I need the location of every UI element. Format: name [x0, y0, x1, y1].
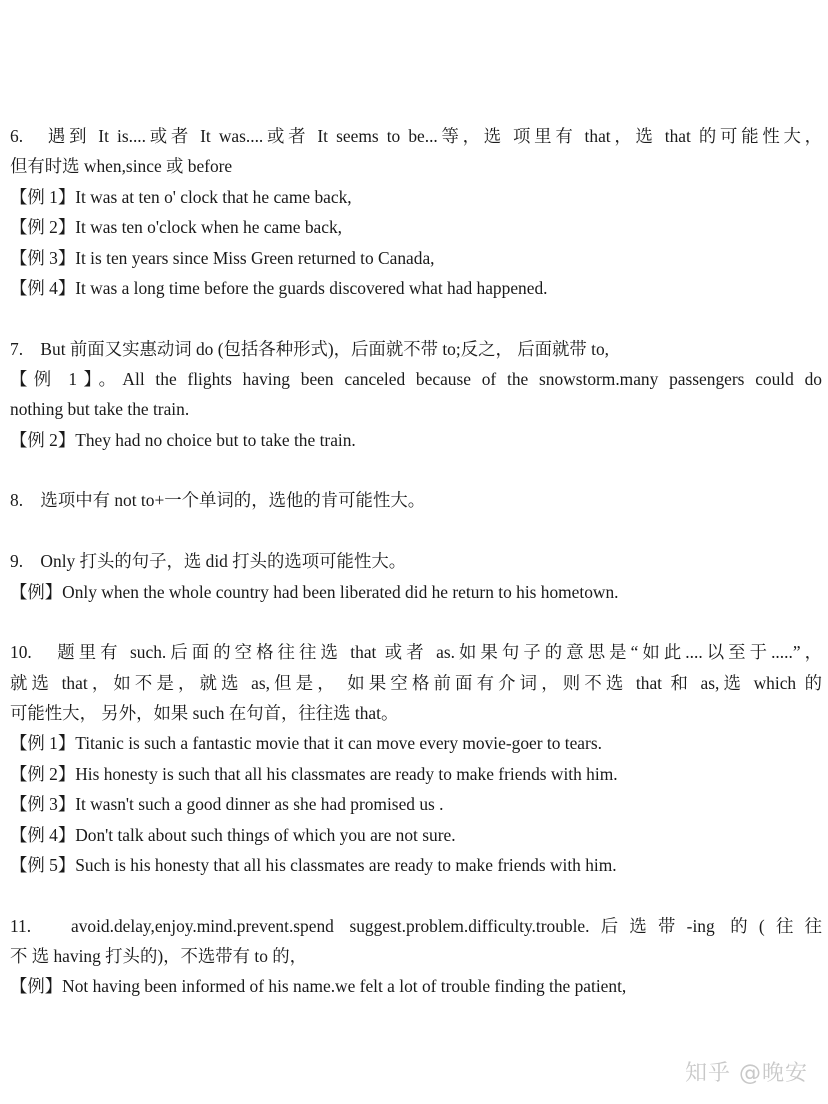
item-10-example-5: 【例 5】Such is his honesty that all his classmates are ready to make friends with him. [10, 855, 617, 875]
item-6-example-2: 【例 2】It was ten o'clock when he came back, [10, 217, 342, 237]
item-11-example-1: 【例】Not having been informed of his name.we felt a lot of trouble finding the patient, [10, 976, 627, 996]
item-9-line-1: 9. Only 打头的句子，选 did 打头的选项可能性大。 [10, 551, 407, 571]
zhihu-watermark: 知乎 @晚安 [685, 1061, 808, 1086]
item-11-line-2: 不 选 having 打头的)，不选带有 to 的， [10, 946, 308, 966]
item-9-example-1: 【例】Only when the whole country had been liberated did he return to his hometown. [10, 582, 619, 602]
item-10-line-1: 10. 题里有 such.后面的空格往往选 that 或者 as.如果句子的意思是“如此....以至于.....”， [10, 642, 822, 662]
item-7-example-2: 【例 2】They had no choice but to take the train. [10, 430, 356, 450]
item-8-line-1: 8. 选项中有 not to+一个单词的，选他的肯可能性大。 [10, 490, 426, 510]
item-11-line-1: 11. avoid.delay,enjoy.mind.prevent.spend suggest.problem.difficulty.trouble.后选带-ing 的(往往 [10, 916, 822, 936]
item-6-example-4: 【例 4】It was a long time before the guards discovered what had happened. [10, 278, 548, 298]
item-10-example-1: 【例 1】Titanic is such a fantastic movie that it can move every movie-goer to tears. [10, 733, 602, 753]
item-7-example-1: 【例 1】。All the flights having been canceled because of the snowstorm.many passengers could do [10, 369, 822, 389]
item-7-line-1: 7. But 前面又实惠动词 do (包括各种形式)，后面就不带 to;反之， 后面就带 to, [10, 339, 610, 359]
item-6-example-3: 【例 3】It is ten years since Miss Green returned to Canada, [10, 248, 435, 268]
item-6-line-1: 6. 遇到 It is....或者 It was....或者 It seems to be...等，选 项里有 that，选 that 的可能性大， [10, 126, 822, 146]
item-10-example-3: 【例 3】It wasn't such a good dinner as she had promised us . [10, 794, 444, 814]
item-10-example-2: 【例 2】His honesty is such that all his classmates are ready to make friends with him. [10, 764, 618, 784]
item-10-example-4: 【例 4】Don't talk about such things of which you are not sure. [10, 825, 456, 845]
item-6-example-1: 【例 1】It was at ten o' clock that he came back, [10, 187, 352, 207]
item-6-line-2: 但有时选 when,since 或 before [10, 156, 233, 176]
item-10-line-3: 可能性大， 另外，如果 such 在句首，往往选 that。 [10, 703, 399, 723]
item-10-line-2: 就选 that，如不是，就选 as,但是， 如果空格前面有介词，则不选 that 和 as,选 which 的 [10, 673, 822, 693]
item-7-example-1-cont: nothing but take the train. [10, 399, 190, 419]
